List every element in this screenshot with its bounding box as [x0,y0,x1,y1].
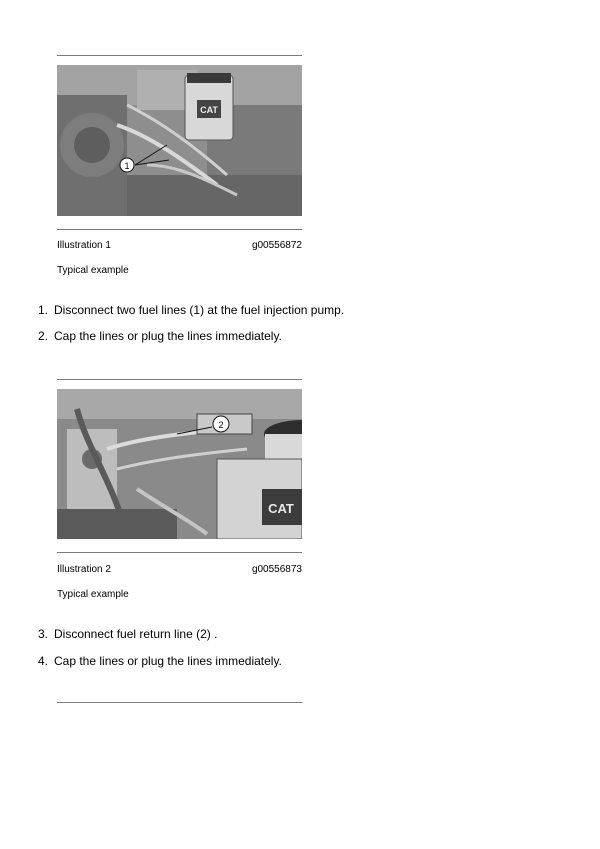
rule-bottom-figure2 [57,552,302,553]
step-2 [38,329,282,343]
step-1-text: Disconnect two fuel lines (1) at the fuel injection pump. [54,303,345,317]
engine-photo-2 [57,389,302,539]
engine-photo-1 [57,65,302,216]
figure1-caption: Typical example [57,265,129,276]
figure1-caption-row [57,240,302,251]
step-4-text: Cap the lines or plug the lines immediately. [54,654,282,668]
step-1-number: 1. [38,303,49,317]
rule-top-figure2 [57,379,302,380]
callout-1-label: 1 [124,161,130,171]
figure2-caption-row [57,564,302,575]
cat-logo-text-2: CAT [268,501,294,516]
rule-top-figure1 [57,55,302,56]
figure1-code: g00556872 [251,240,302,251]
step-3-text: Disconnect fuel return line (2) . [54,627,218,641]
step-2-text: Cap the lines or plug the lines immediately. [54,329,282,343]
rule-bottom-figure1 [57,229,302,230]
step-2-number: 2. [38,329,49,343]
step-4 [38,654,282,668]
rule-end [57,702,302,703]
step-4-number: 4. [38,654,49,668]
figure2-label: Illustration 2 [57,564,111,575]
cat-logo-text: CAT [200,105,218,115]
figure2-caption: Typical example [57,589,129,600]
step-1 [38,303,344,317]
step-3-number: 3. [38,627,49,641]
step-3 [38,627,217,641]
figure1-label: Illustration 1 [57,240,111,251]
callout-2-label: 2 [218,420,224,430]
figure2-code: g00556873 [251,564,302,575]
